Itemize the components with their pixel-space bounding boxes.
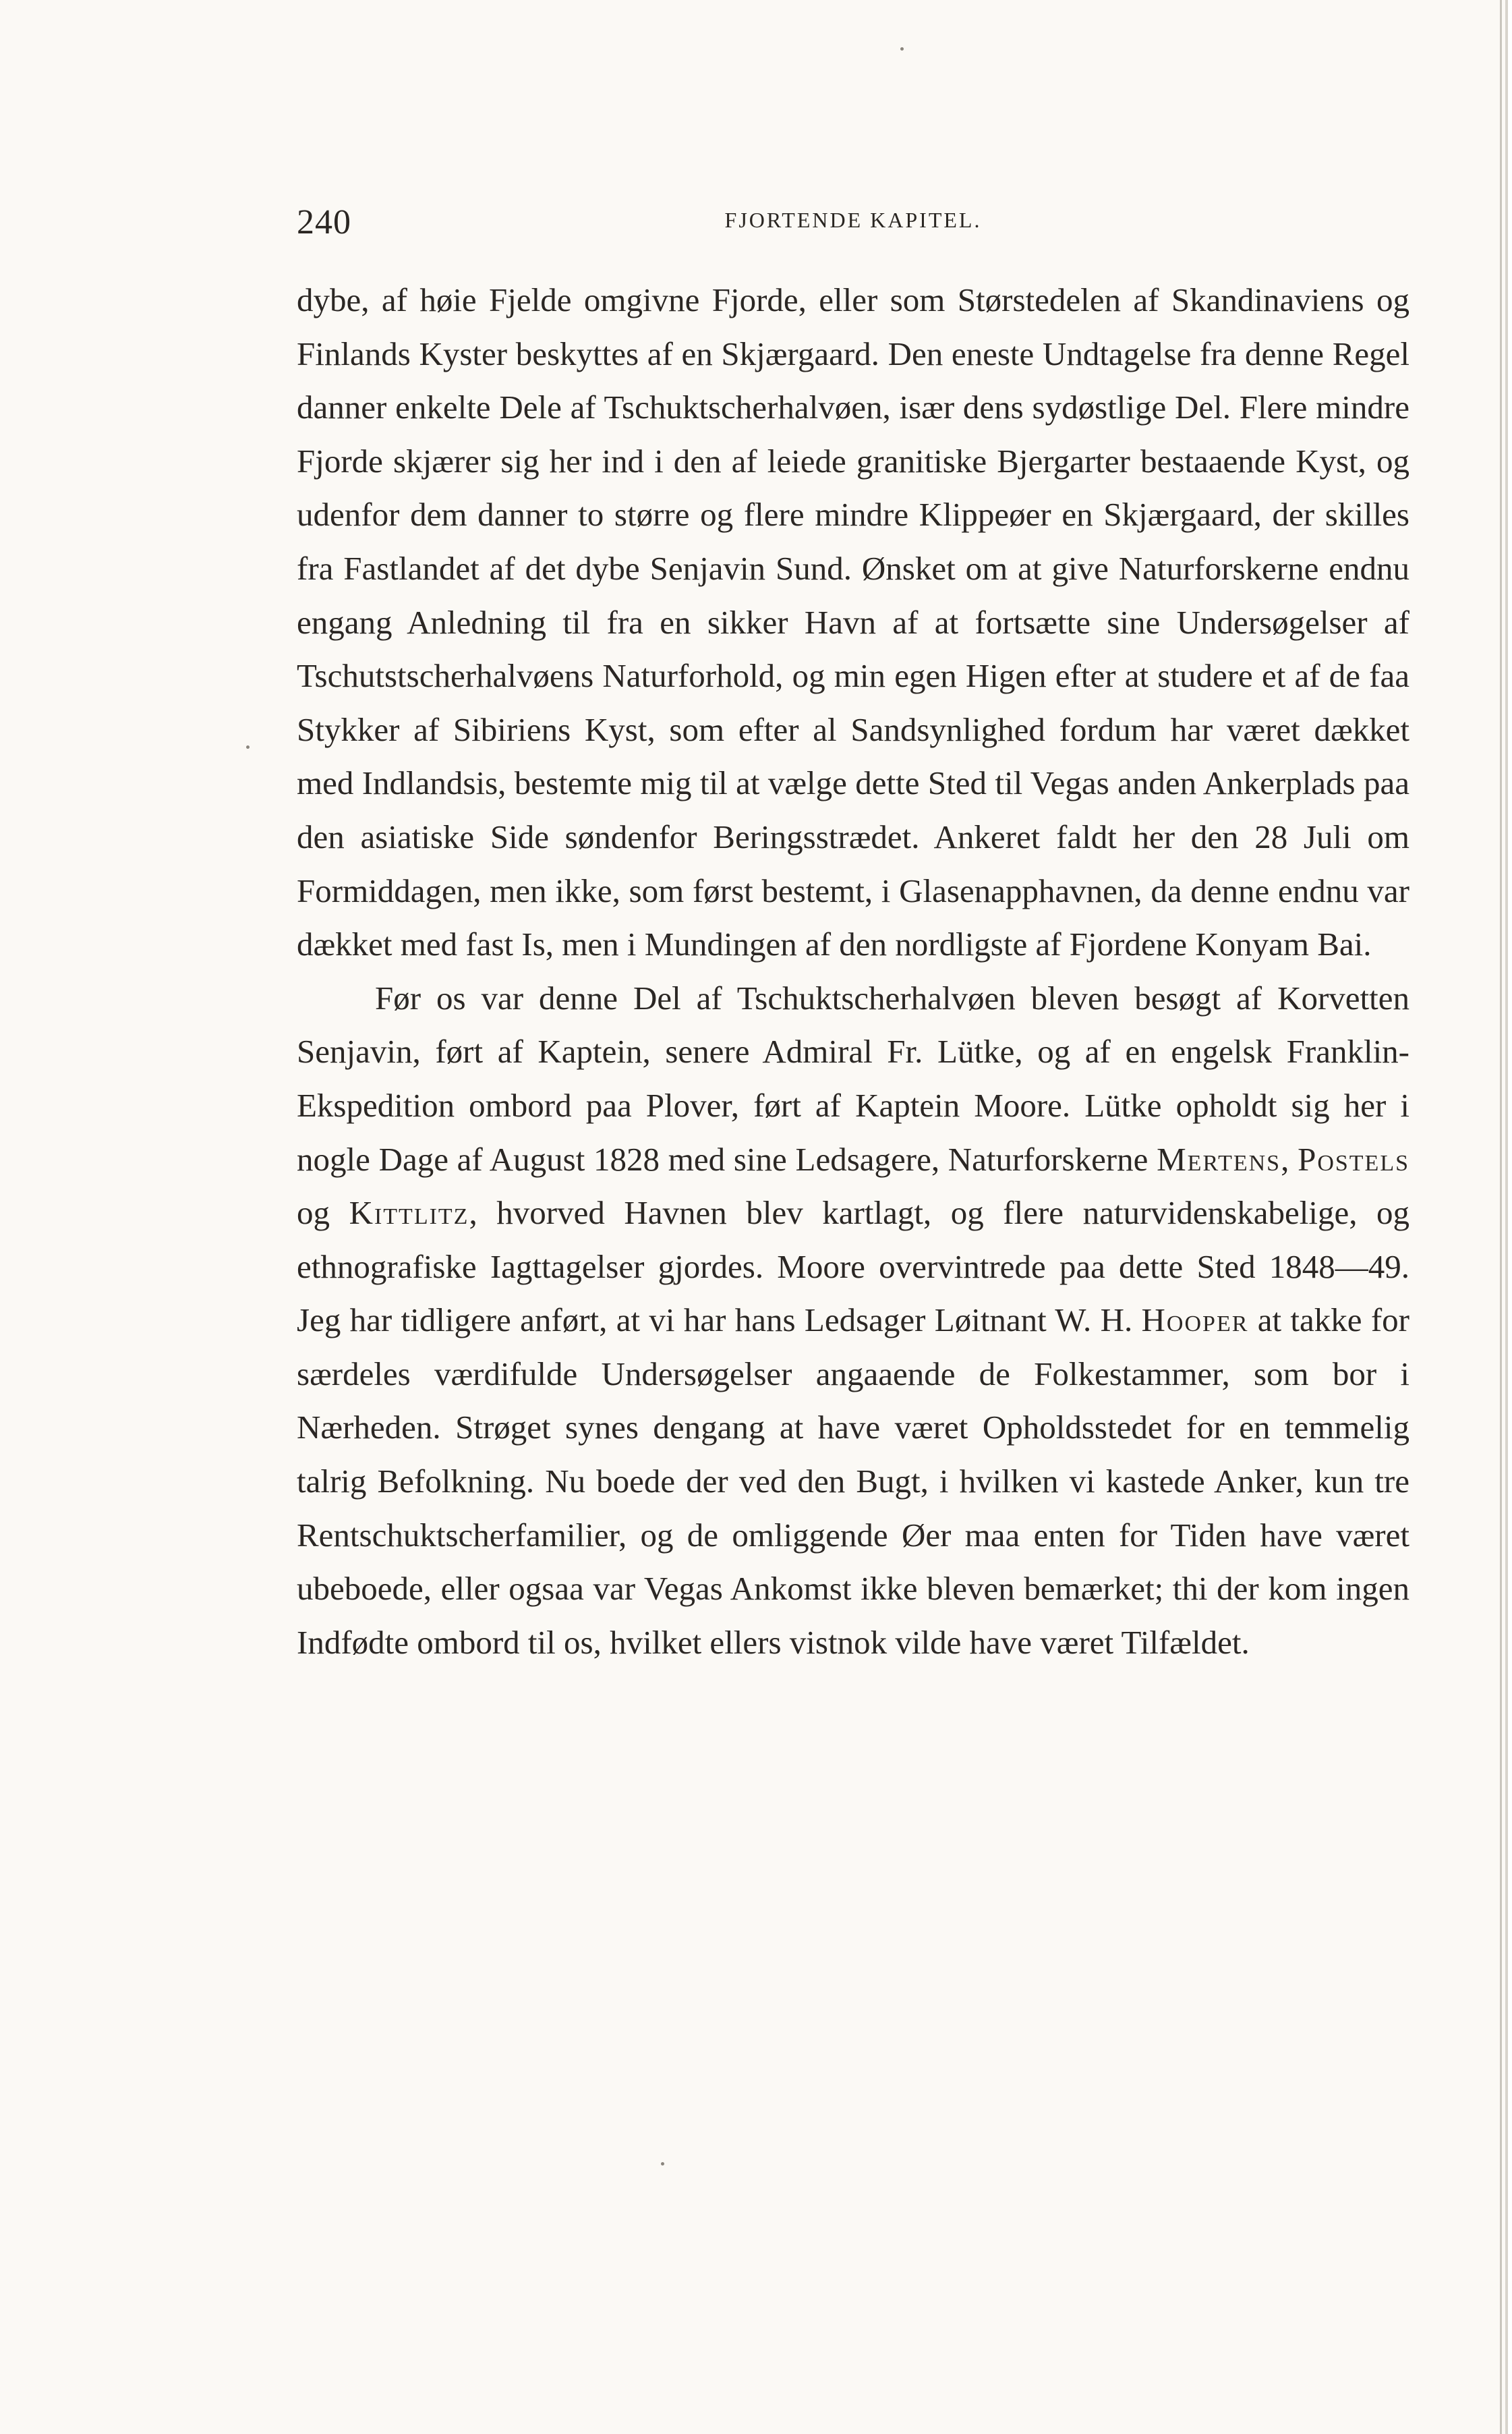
paper-speck (900, 47, 904, 51)
name-kittlitz: Kittlitz (349, 1194, 469, 1232)
page-number: 240 (297, 203, 351, 242)
name-mertens: Mertens (1157, 1140, 1281, 1178)
body-text (297, 273, 1409, 1669)
paragraph-text: at takke for særdeles værdifulde Undersøgelser angaaende de Folkestammer, som bor i Nærheden. Strøget synes dengang at have været Opholdsstedet for en temmelig talrig Befolkning. Nu boede der ved den Bugt, i hvilken vi kastede Anker, kun tre Rentschuktscherfamilier, og de omliggende Øer maa enten for Tiden have været ubeboede, eller ogsaa var Vegas Ankomst ikke bleven bemærket; thi der kom ingen Indfødte ombord til os, hvilket ellers vistnok vilde have været Tilfældet. (297, 1301, 1409, 1661)
paragraph-text: , (1281, 1140, 1298, 1178)
page-header (297, 196, 1409, 250)
paragraph-text: og (297, 1194, 349, 1232)
name-postels: Postels (1298, 1140, 1410, 1178)
paper-speck (661, 2162, 664, 2166)
paragraph-1 (297, 273, 1409, 971)
paragraph-text: dybe, af høie Fjelde omgivne Fjorde, eller som Størstedelen af Skandinaviens og Finlands Kyster beskyttes af en Skjærgaard. Den eneste Undtagelse fra denne Regel danner enkelte Dele af Tschuktscherhalvøen, især dens sydøstlige Del. Flere mindre Fjorde skjærer sig her ind i den af leiede granitiske Bjergarter bestaaende Kyst, og udenfor dem danner to større og flere mindre Klippeøer en Skjærgaard, der skilles fra Fastlandet af det dybe Senjavin Sund. Ønsket om at give Naturforskerne endnu engang Anledning til fra en sikker Havn af at fortsætte sine Undersøgelser af Tschutstscherhalvøens Naturforhold, og min egen Higen efter at studere et af de faa Stykker af Sibiriens Kyst, som efter al Sandsynlighed fordum har været dækket med Indlandsis, bestemte mig til at vælge dette Sted til Vegas anden Ankerplads paa den asiatiske Side søndenfor Beringsstrædet. Ankeret faldt her den 28 Juli om Formiddagen, men ikke, som først bestemt, i Glasenapphavnen, da denne endnu var dækket med fast Is, men i Mundingen af den nordligste af Fjordene Konyam Bai. (297, 281, 1409, 963)
paragraph-text: Før os var denne Del af Tschuktscherhalvøen bleven besøgt af Korvetten Senjavin, ført af Kaptein, senere Admiral Fr. Lütke, og af en engelsk Franklin-Ekspedition ombord paa Plover, ført af Kaptein Moore. Lütke opholdt sig her i nogle Dage af August 1828 med sine Ledsagere, Naturforskerne (297, 979, 1409, 1178)
paper-speck (246, 745, 250, 749)
name-hooper: Hooper (1141, 1301, 1249, 1339)
page-edge (1500, 0, 1502, 2434)
running-head: FJORTENDE KAPITEL. (724, 208, 982, 232)
paragraph-2 (297, 971, 1409, 1670)
paragraph-text: , hvorved Havnen blev kartlagt, og flere naturvidenskabelige, og ethnografiske Iagttagelser gjordes. Moore overvintrede paa dette Sted 1848—49. Jeg har tidligere anført, at vi har hans Ledsager Løitnant W. H. (297, 1194, 1410, 1339)
